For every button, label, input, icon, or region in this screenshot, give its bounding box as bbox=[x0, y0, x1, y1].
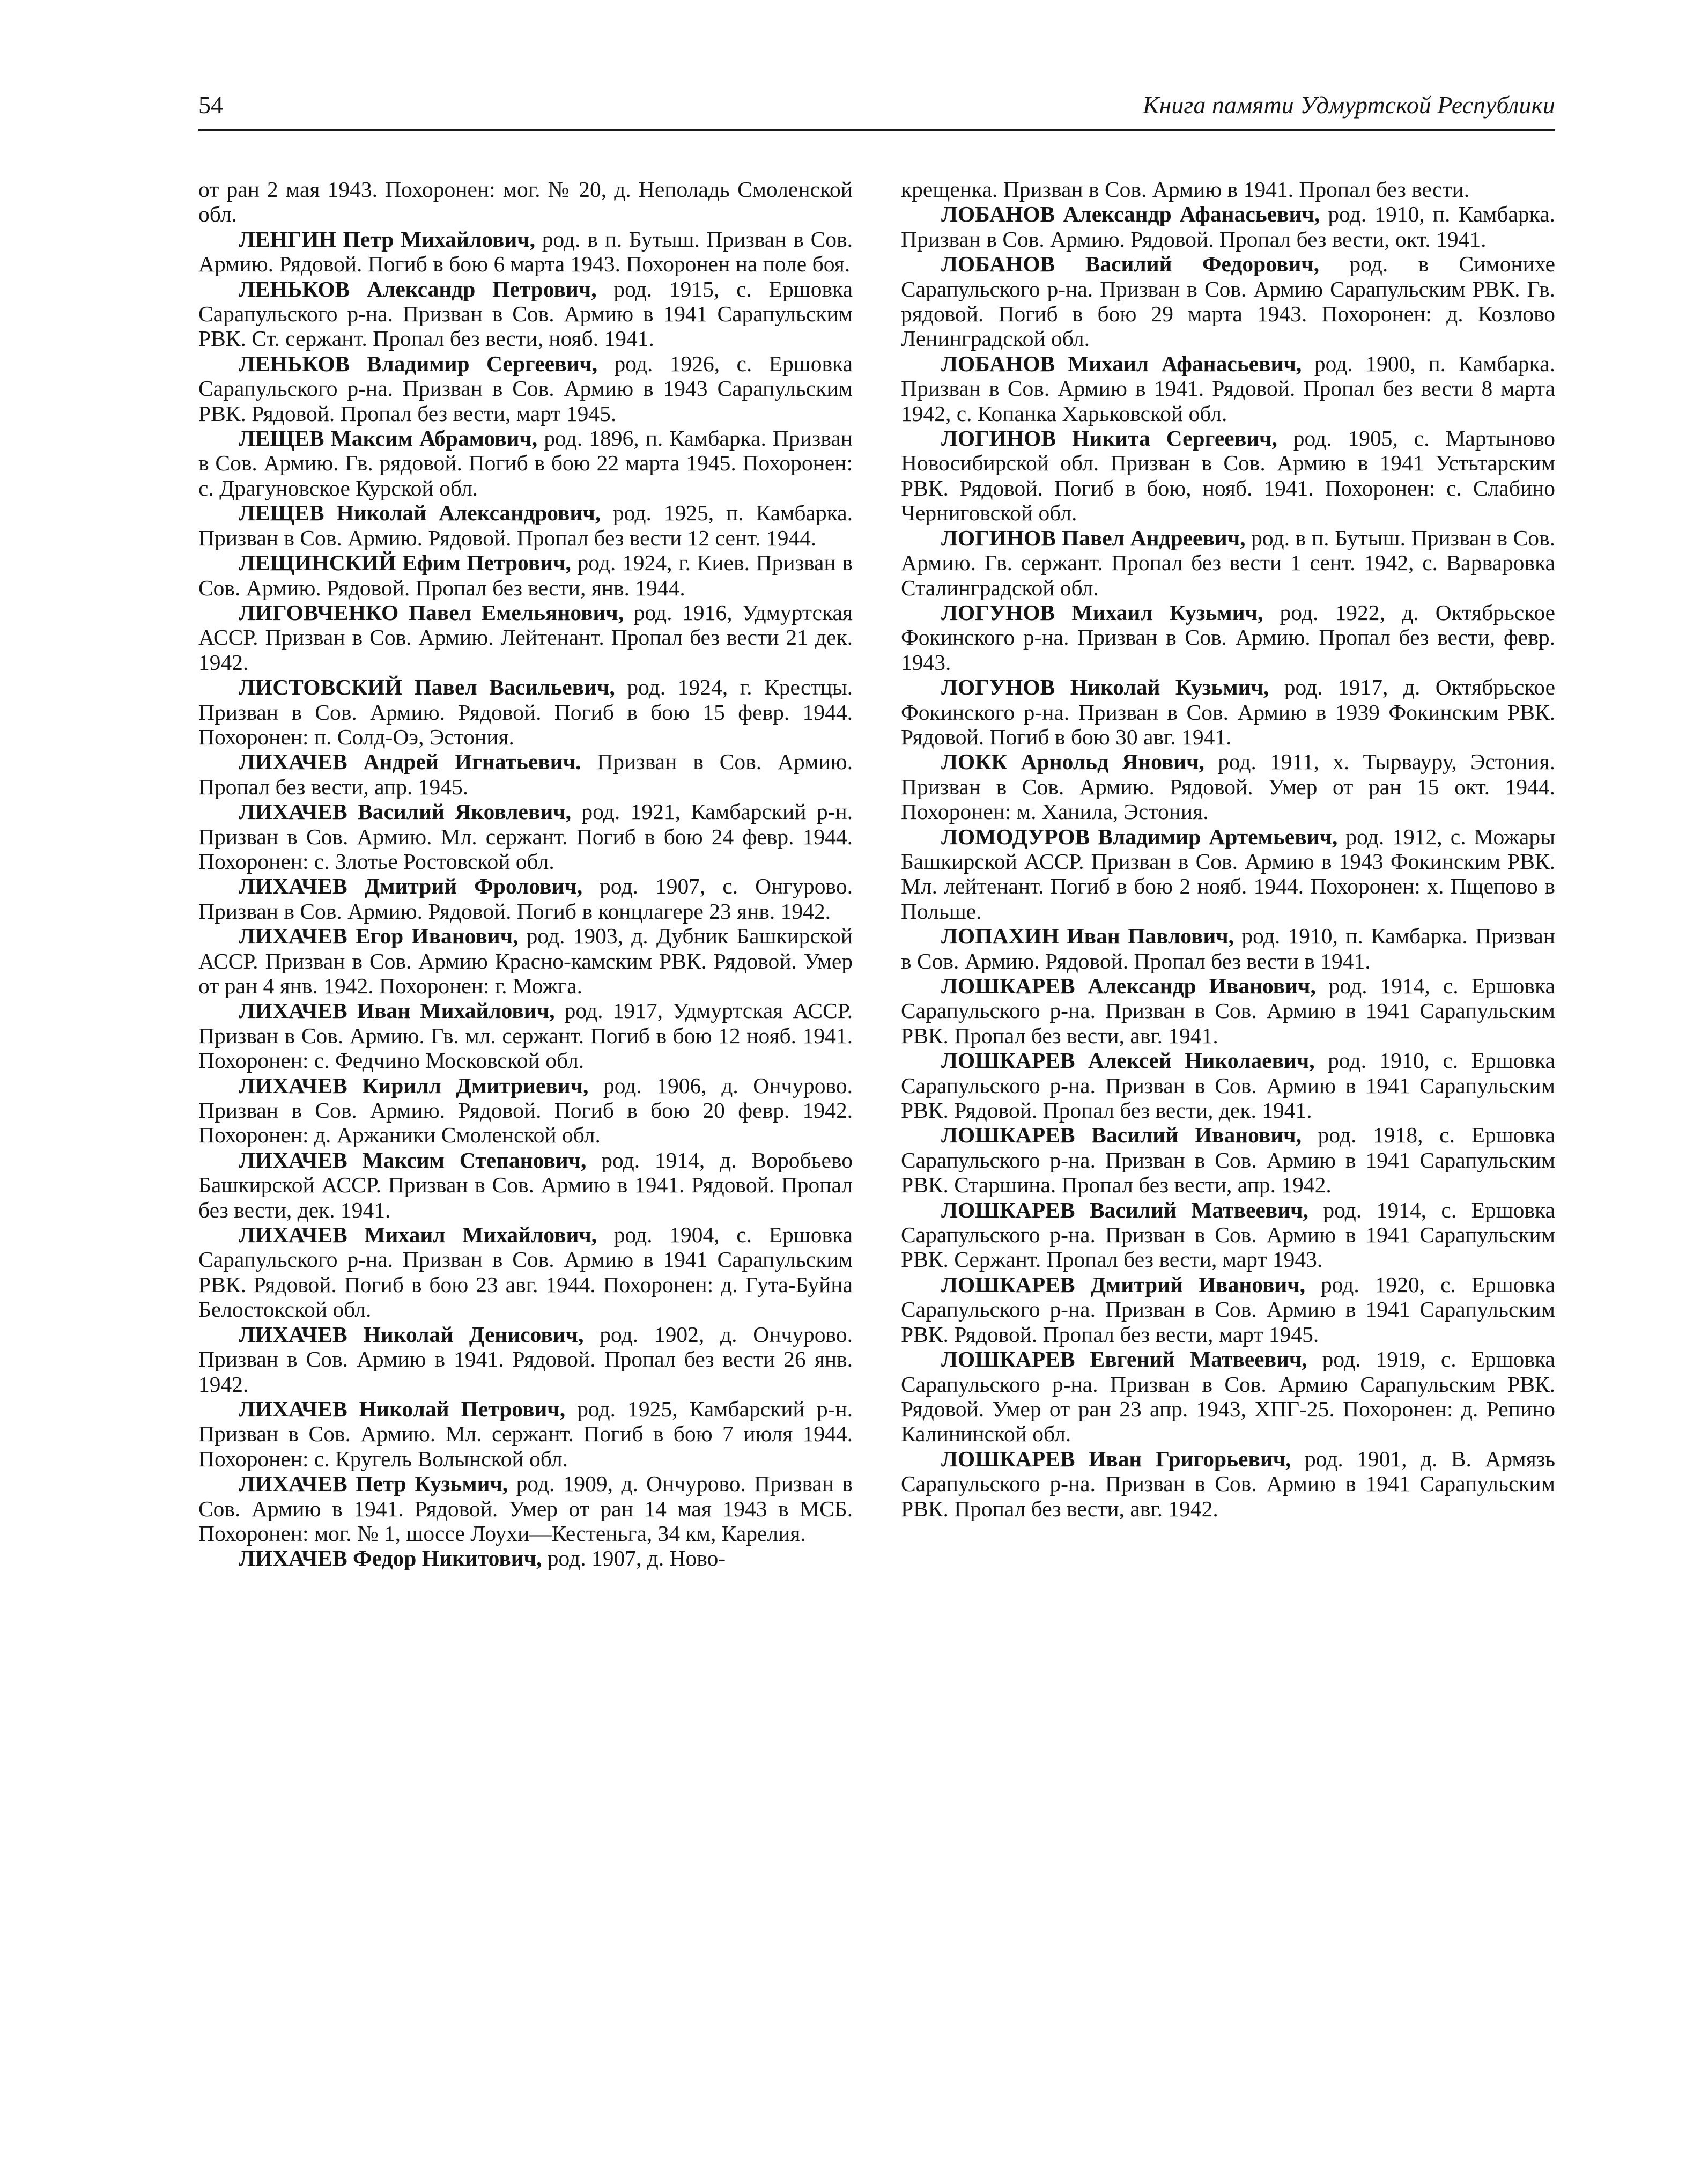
memorial-entry bbox=[198, 1222, 853, 1322]
memorial-entry bbox=[901, 973, 1555, 1048]
entry-text: род. 1906, д. Ончурово. Призван в Сов. Армию. Рядовой. Погиб в бою 20 февр. 1942. Похоронен: д. Аржаники Смоленской обл. bbox=[198, 1073, 853, 1148]
page-number: 54 bbox=[198, 91, 223, 119]
memorial-entry bbox=[198, 500, 853, 550]
person-name: ЛОШКАРЕВ Алексей Николаевич, bbox=[941, 1048, 1315, 1073]
entry-text: род. 1916, Удмуртская АССР. Призван в Сов. Армию. Лейтенант. Пропал без вести 21 дек. 1942. bbox=[198, 600, 853, 675]
entry-text: род. 1910, п. Камбарка. Призван в Сов. Армию. Рядовой. Пропал без вести, окт. 1941. bbox=[901, 202, 1555, 252]
person-name: ЛОГУНОВ Михаил Кузьмич, bbox=[941, 600, 1263, 625]
entry-text: род. 1909, д. Ончурово. Призван в Сов. Армию в 1941. Рядовой. Умер от ран 14 мая 1943 в МСБ. Похоронен: мог. № 1, шоссе Лоухи—Кестеньга, 34 км, Карелия. bbox=[198, 1471, 853, 1546]
memorial-entry bbox=[198, 799, 853, 874]
entry-text: род. 1917, д. Октябрьское Фокинского р-на. Призван в Сов. Армию в 1939 Фокинским РВК. Рядовой. Погиб в бою 30 авг. 1941. bbox=[901, 675, 1555, 749]
entry-text: Призван в Сов. Армию. Пропал без вести, апр. 1945. bbox=[198, 749, 853, 799]
person-name: ЛЕНЬКОВ Владимир Сергеевич, bbox=[239, 351, 598, 376]
memorial-entry bbox=[901, 749, 1555, 824]
entry-text: род. 1914, с. Ершовка Сарапульского р-на. Призван в Сов. Армию в 1941 Сарапульским РВК. Сержант. Пропал без вести, март 1943. bbox=[901, 1197, 1555, 1272]
memorial-entry bbox=[901, 426, 1555, 526]
person-name: ЛИХАЧЕВ Егор Иванович, bbox=[239, 924, 519, 949]
entry-text: род. 1925, п. Камбарка. Призван в Сов. Армию. Рядовой. Пропал без вести 12 сент. 1944. bbox=[198, 500, 853, 550]
memorial-entry bbox=[901, 1347, 1555, 1447]
memorial-entry bbox=[198, 1322, 853, 1397]
entry-text: род. 1915, с. Ершовка Сарапульского р-на. Призван в Сов. Армию в 1941 Сарапульским РВК. Ст. сержант. Пропал без вести, нояб. 1941. bbox=[198, 276, 853, 351]
memorial-entry bbox=[198, 675, 853, 749]
entry-text: род. 1922, д. Октябрьское Фокинского р-на. Призван в Сов. Армию. Пропал без вести, февр. 1943. bbox=[901, 600, 1555, 675]
person-name: ЛОГУНОВ Николай Кузьмич, bbox=[941, 675, 1269, 700]
entry-text: род. 1901, д. В. Армязь Сарапульского р-на. Призван в Сов. Армию в 1941 Сарапульским РВК. Пропал без вести, авг. 1942. bbox=[901, 1446, 1555, 1521]
entry-text: род. 1920, с. Ершовка Сарапульского р-на. Призван в Сов. Армию в 1941 Сарапульским РВК. Рядовой. Пропал без вести, март 1945. bbox=[901, 1272, 1555, 1347]
memorial-entry bbox=[198, 550, 853, 600]
person-name: ЛИХАЧЕВ Дмитрий Фролович, bbox=[239, 874, 583, 899]
person-name: ЛОБАНОВ Михаил Афанасьевич, bbox=[941, 351, 1302, 376]
memorial-entry bbox=[198, 600, 853, 675]
entry-text: род. 1914, с. Ершовка Сарапульского р-на. Призван в Сов. Армию в 1941 Сарапульским РВК. Пропал без вести, авг. 1941. bbox=[901, 973, 1555, 1048]
person-name: ЛИХАЧЕВ Михаил Михайлович, bbox=[239, 1222, 597, 1248]
person-name: ЛИХАЧЕВ Кирилл Дмитриевич, bbox=[239, 1073, 589, 1098]
person-name: ЛОШКАРЕВ Дмитрий Иванович, bbox=[941, 1272, 1306, 1297]
entry-text: род. 1905, с. Мартыново Новосибирской обл. Призван в Сов. Армию в 1941 Устьтарским РВК. Рядовой. Погиб в бою, нояб. 1941. Похоронен: с. Слабино Черниговской обл. bbox=[901, 426, 1555, 526]
memorial-entry bbox=[901, 252, 1555, 351]
memorial-entry bbox=[901, 824, 1555, 924]
entry-text: род. 1907, с. Онгурово. Призван в Сов. Армию. Рядовой. Погиб в концлагере 23 янв. 1942. bbox=[198, 874, 853, 924]
entry-text: род. в п. Бутыш. Призван в Сов. Армию. Рядовой. Погиб в бою 6 марта 1943. Похоронен на поле боя. bbox=[198, 226, 853, 277]
person-name: ЛЕЩЕВ Максим Абрамович, bbox=[239, 426, 538, 451]
memorial-entry bbox=[198, 924, 853, 998]
memorial-entry bbox=[198, 227, 853, 277]
person-name: ЛИХАЧЕВ Николай Денисович, bbox=[239, 1322, 584, 1347]
person-name: ЛОШКАРЕВ Иван Григорьевич, bbox=[941, 1446, 1291, 1471]
continued-entry bbox=[901, 177, 1555, 202]
person-name: ЛИХАЧЕВ Петр Кузьмич, bbox=[239, 1471, 508, 1496]
memorial-entry bbox=[901, 526, 1555, 600]
memorial-entry bbox=[901, 1198, 1555, 1272]
entry-text: род. 1902, д. Ончурово. Призван в Сов. Армию в 1941. Рядовой. Пропал без вести 26 янв. 1942. bbox=[198, 1322, 853, 1397]
person-name: ЛИХАЧЕВ Федор Никитович, bbox=[239, 1546, 542, 1571]
person-name: ЛИХАЧЕВ Максим Степанович, bbox=[239, 1147, 587, 1172]
memorial-entry bbox=[901, 202, 1555, 252]
entry-text: род. 1910, с. Ершовка Сарапульского р-на. Призван в Сов. Армию в 1941 Сарапульским РВК. Рядовой. Пропал без вести, дек. 1941. bbox=[901, 1048, 1555, 1123]
person-name: ЛЕНЬКОВ Александр Петрович, bbox=[239, 276, 597, 301]
person-name: ЛОГИНОВ Никита Сергеевич, bbox=[941, 426, 1277, 451]
entry-text: род. 1903, д. Дубник Башкирской АССР. Призван в Сов. Армию Красно-камским РВК. Рядовой. Умер от ран 4 янв. 1942. Похоронен: г. Можга. bbox=[198, 924, 853, 998]
memorial-entry bbox=[901, 1048, 1555, 1123]
person-name: ЛОБАНОВ Василий Федорович, bbox=[941, 252, 1320, 277]
entry-text: род. в п. Бутыш. Призван в Сов. Армию. Гв. сержант. Пропал без вести 1 сент. 1942, с. Варваровка Сталинградской обл. bbox=[901, 525, 1555, 600]
header-rule bbox=[198, 129, 1555, 131]
person-name: ЛЕЩЕВ Николай Александрович, bbox=[239, 500, 601, 526]
person-name: ЛИХАЧЕВ Василий Яковлевич, bbox=[239, 799, 572, 824]
memorial-entry bbox=[198, 998, 853, 1073]
entry-text: род. 1926, с. Ершовка Сарапульского р-на. Призван в Сов. Армию в 1943 Сарапульским РВК. Рядовой. Пропал без вести, март 1945. bbox=[198, 351, 853, 426]
person-name: ЛОШКАРЕВ Василий Матвеевич, bbox=[941, 1197, 1308, 1222]
running-title: Книга памяти Удмуртской Республики bbox=[1143, 91, 1555, 119]
memorial-entry bbox=[901, 924, 1555, 973]
person-name: ЛОШКАРЕВ Василий Иванович, bbox=[941, 1123, 1302, 1148]
person-name: ЛЕЩИНСКИЙ Ефим Петрович, bbox=[239, 550, 571, 575]
person-name: ЛЕНГИН Петр Михайлович, bbox=[239, 226, 536, 252]
left-column bbox=[198, 177, 853, 1571]
person-name: ЛОМОДУРОВ Владимир Артемьевич, bbox=[941, 824, 1338, 849]
entry-text: род. 1925, Камбарский р-н. Призван в Сов. Армию. Мл. сержант. Погиб в бою 7 июля 1944. Похоронен: с. Кругель Волынской обл. bbox=[198, 1396, 853, 1471]
entry-text: род. 1900, п. Камбарка. Призван в Сов. Армию в 1941. Рядовой. Пропал без вести 8 марта 1942, с. Копанка Харьковской обл. bbox=[901, 351, 1555, 426]
memorial-entry bbox=[198, 426, 853, 500]
page-header bbox=[198, 86, 1555, 129]
entry-text: род. 1911, х. Тырвауру, Эстония. Призван в Сов. Армию. Рядовой. Умер от ран 15 окт. 1944. Похоронен: м. Ханила, Эстония. bbox=[901, 749, 1555, 824]
person-name: ЛОШКАРЕВ Евгений Матвеевич, bbox=[941, 1347, 1307, 1372]
memorial-entry bbox=[198, 277, 853, 351]
memorial-entry bbox=[198, 1546, 853, 1570]
entry-text: от ран 2 мая 1943. Похоронен: мог. № 20, д. Неполадь Смоленской обл. bbox=[198, 177, 853, 227]
memorial-entry bbox=[198, 749, 853, 799]
memorial-entry bbox=[198, 1148, 853, 1222]
person-name: ЛОБАНОВ Александр Афанасьевич, bbox=[941, 202, 1320, 227]
memorial-entry bbox=[901, 1447, 1555, 1521]
entry-text: род. 1919, с. Ершовка Сарапульского р-на. Призван в Сов. Армию Сарапульским РВК. Рядовой. Умер от ран 23 апр. 1943, ХПГ-25. Похоронен: д. Репино Калининской обл. bbox=[901, 1347, 1555, 1447]
person-name: ЛОГИНОВ Павел Андреевич, bbox=[941, 525, 1246, 550]
memorial-entry bbox=[198, 1073, 853, 1148]
person-name: ЛИХАЧЕВ Николай Петрович, bbox=[239, 1396, 566, 1421]
person-name: ЛИСТОВСКИЙ Павел Васильевич, bbox=[239, 675, 615, 700]
entry-text: род. 1914, д. Воробьево Башкирской АССР. Призван в Сов. Армию в 1941. Рядовой. Пропал без вести, дек. 1941. bbox=[198, 1147, 853, 1222]
entry-text: род. 1917, Удмуртская АССР. Призван в Сов. Армию. Гв. мл. сержант. Погиб в бою 12 нояб. 1941. Похоронен: с. Федчино Московской обл. bbox=[198, 998, 853, 1073]
memorial-entry bbox=[901, 1272, 1555, 1347]
entry-text: род. 1924, г. Крестцы. Призван в Сов. Армию. Рядовой. Погиб в бою 15 февр. 1944. Похоронен: п. Солд-Оэ, Эстония. bbox=[198, 675, 853, 749]
memorial-entry bbox=[901, 600, 1555, 675]
memorial-entry bbox=[198, 874, 853, 924]
person-name: ЛОШКАРЕВ Александр Иванович, bbox=[941, 973, 1316, 998]
memorial-entry bbox=[198, 351, 853, 426]
person-name: ЛОКК Арнольд Янович, bbox=[941, 749, 1204, 774]
person-name: ЛИХАЧЕВ Иван Михайлович, bbox=[239, 998, 555, 1023]
memorial-entry bbox=[198, 1471, 853, 1546]
continued-entry bbox=[198, 177, 853, 227]
person-name: ЛОПАХИН Иван Павлович, bbox=[941, 924, 1234, 949]
entry-text: род. 1924, г. Киев. Призван в Сов. Армию. Рядовой. Пропал без вести, янв. 1944. bbox=[198, 550, 853, 600]
entry-text: род. 1912, с. Можары Башкирской АССР. Призван в Сов. Армию в 1943 Фокинским РВК. Мл. лейтенант. Погиб в бою 2 нояб. 1944. Похоронен: х. Пщепово в Польше. bbox=[901, 824, 1555, 924]
entry-text: род. 1921, Камбарский р-н. Призван в Сов. Армию. Мл. сержант. Погиб в бою 24 февр. 1944. Похоронен: с. Злотье Ростовской обл. bbox=[198, 799, 853, 874]
entry-text: крещенка. Призван в Сов. Армию в 1941. Пропал без вести. bbox=[901, 177, 1470, 202]
memorial-entry bbox=[901, 1123, 1555, 1197]
entry-text: род. 1918, с. Ершовка Сарапульского р-на. Призван в Сов. Армию в 1941 Сарапульским РВК. Старшина. Пропал без вести, апр. 1942. bbox=[901, 1123, 1555, 1198]
right-column bbox=[901, 177, 1555, 1521]
person-name: ЛИГОВЧЕНКО Павел Емельянович, bbox=[239, 600, 624, 625]
memorial-entry bbox=[901, 675, 1555, 749]
memorial-entry bbox=[198, 1397, 853, 1471]
memorial-entry bbox=[901, 351, 1555, 426]
entry-text: род. в Симонихе Сарапульского р-на. Призван в Сов. Армию Сарапульским РВК. Гв. рядовой. Погиб в бою 29 марта 1943. Похоронен: д. Козлово Ленинградской обл. bbox=[901, 252, 1555, 351]
entry-text: род. 1910, п. Камбарка. Призван в Сов. Армию. Рядовой. Пропал без вести в 1941. bbox=[901, 924, 1555, 973]
person-name: ЛИХАЧЕВ Андрей Игнатьевич. bbox=[239, 749, 581, 774]
entry-text: род. 1907, д. Ново- bbox=[542, 1546, 726, 1571]
entry-text: род. 1904, с. Ершовка Сарапульского р-на. Призван в Сов. Армию в 1941 Сарапульским РВК. Рядовой. Погиб в бою 23 авг. 1944. Похоронен: д. Гута-Буйна Белостокской обл. bbox=[198, 1222, 853, 1322]
entry-text: род. 1896, п. Камбарка. Призван в Сов. Армию. Гв. рядовой. Погиб в бою 22 марта 1945. Похоронен: с. Драгуновское Курской обл. bbox=[198, 426, 853, 500]
